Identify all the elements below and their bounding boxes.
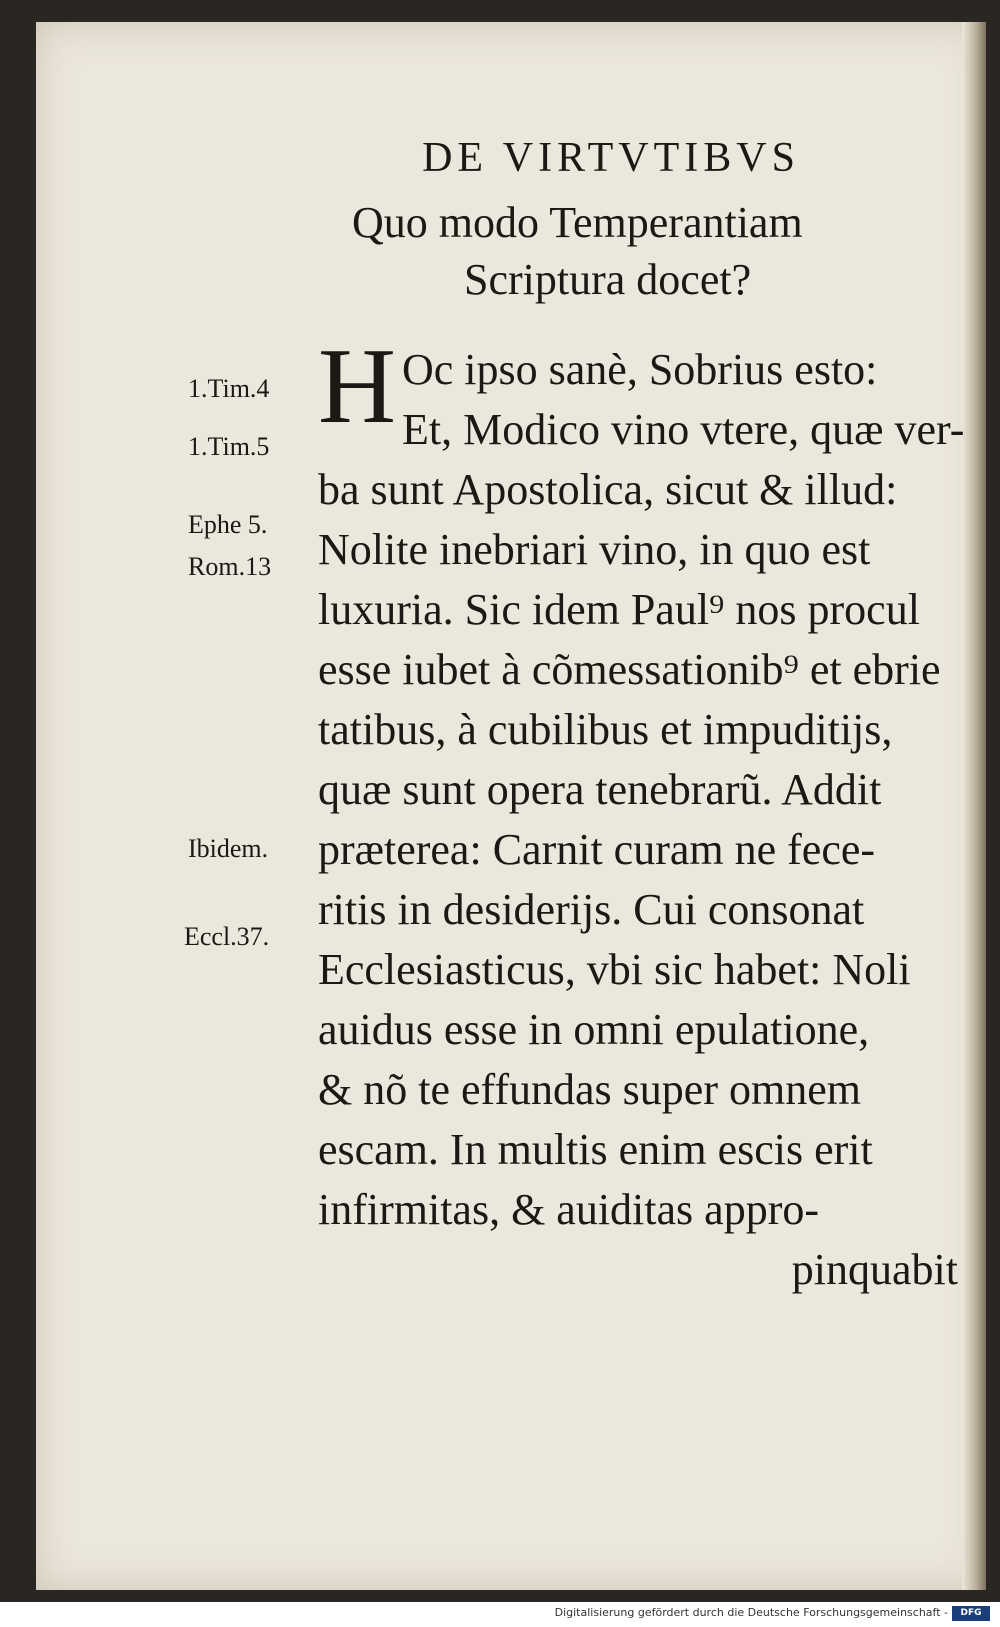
book-page: [36, 22, 986, 1590]
text-line: esse iubet à cõmessationib⁹ et ebrie: [318, 645, 941, 694]
dfg-logo-icon: DFG: [952, 1606, 990, 1621]
funding-credit: Digitalisierung gefördert durch die Deutsche Forschungsgemeinschaft -: [554, 1606, 948, 1619]
margin-note: 1.Tim.5: [188, 432, 270, 461]
text-line: Et, Modico vino vtere, quæ ver-: [402, 405, 965, 454]
drop-cap: H: [318, 327, 396, 446]
text-line: luxuria. Sic idem Paul⁹ nos procul: [318, 585, 920, 634]
text-line: quæ sunt opera tenebrarũ. Addit: [318, 765, 882, 814]
margin-note: Rom.13: [188, 552, 272, 581]
catchword: pinquabit: [791, 1245, 958, 1294]
text-line: & nõ te effundas super omnem: [318, 1065, 861, 1114]
text-line: infirmitas, & auiditas appro-: [318, 1185, 819, 1234]
margin-note: Ibidem.: [188, 834, 269, 863]
text-line: ba sunt Apostolica, sicut & illud:: [318, 465, 898, 514]
page-edge: [962, 22, 986, 1590]
text-line: Ecclesiasticus, vbi sic habet: Noli: [318, 945, 911, 994]
body-text: [318, 327, 965, 1300]
text-line: auidus esse in omni epulatione,: [318, 1005, 870, 1054]
running-head: DE VIRTVTIBVS: [422, 135, 800, 181]
text-line: Nolite inebriari vino, in quo est: [318, 525, 871, 574]
text-line: escam. In multis enim escis erit: [318, 1125, 873, 1174]
text-line: ritis in desiderijs. Cui consonat: [318, 885, 865, 934]
margin-note: Ephe 5.: [188, 510, 268, 539]
section-title-line-1: Quo modo Temperantiam: [352, 198, 803, 247]
section-title-line-2: Scriptura docet?: [464, 255, 752, 304]
margin-note: 1.Tim.4: [188, 374, 270, 403]
text-line: tatibus, à cubilibus et impuditijs,: [318, 705, 893, 754]
text-line: Oc ipso sanè, Sobrius esto:: [402, 345, 878, 394]
footer: [0, 1604, 1000, 1627]
margin-note: Eccl.37.: [184, 922, 270, 951]
text-line: præterea: Carnit curam ne fece-: [318, 825, 876, 874]
